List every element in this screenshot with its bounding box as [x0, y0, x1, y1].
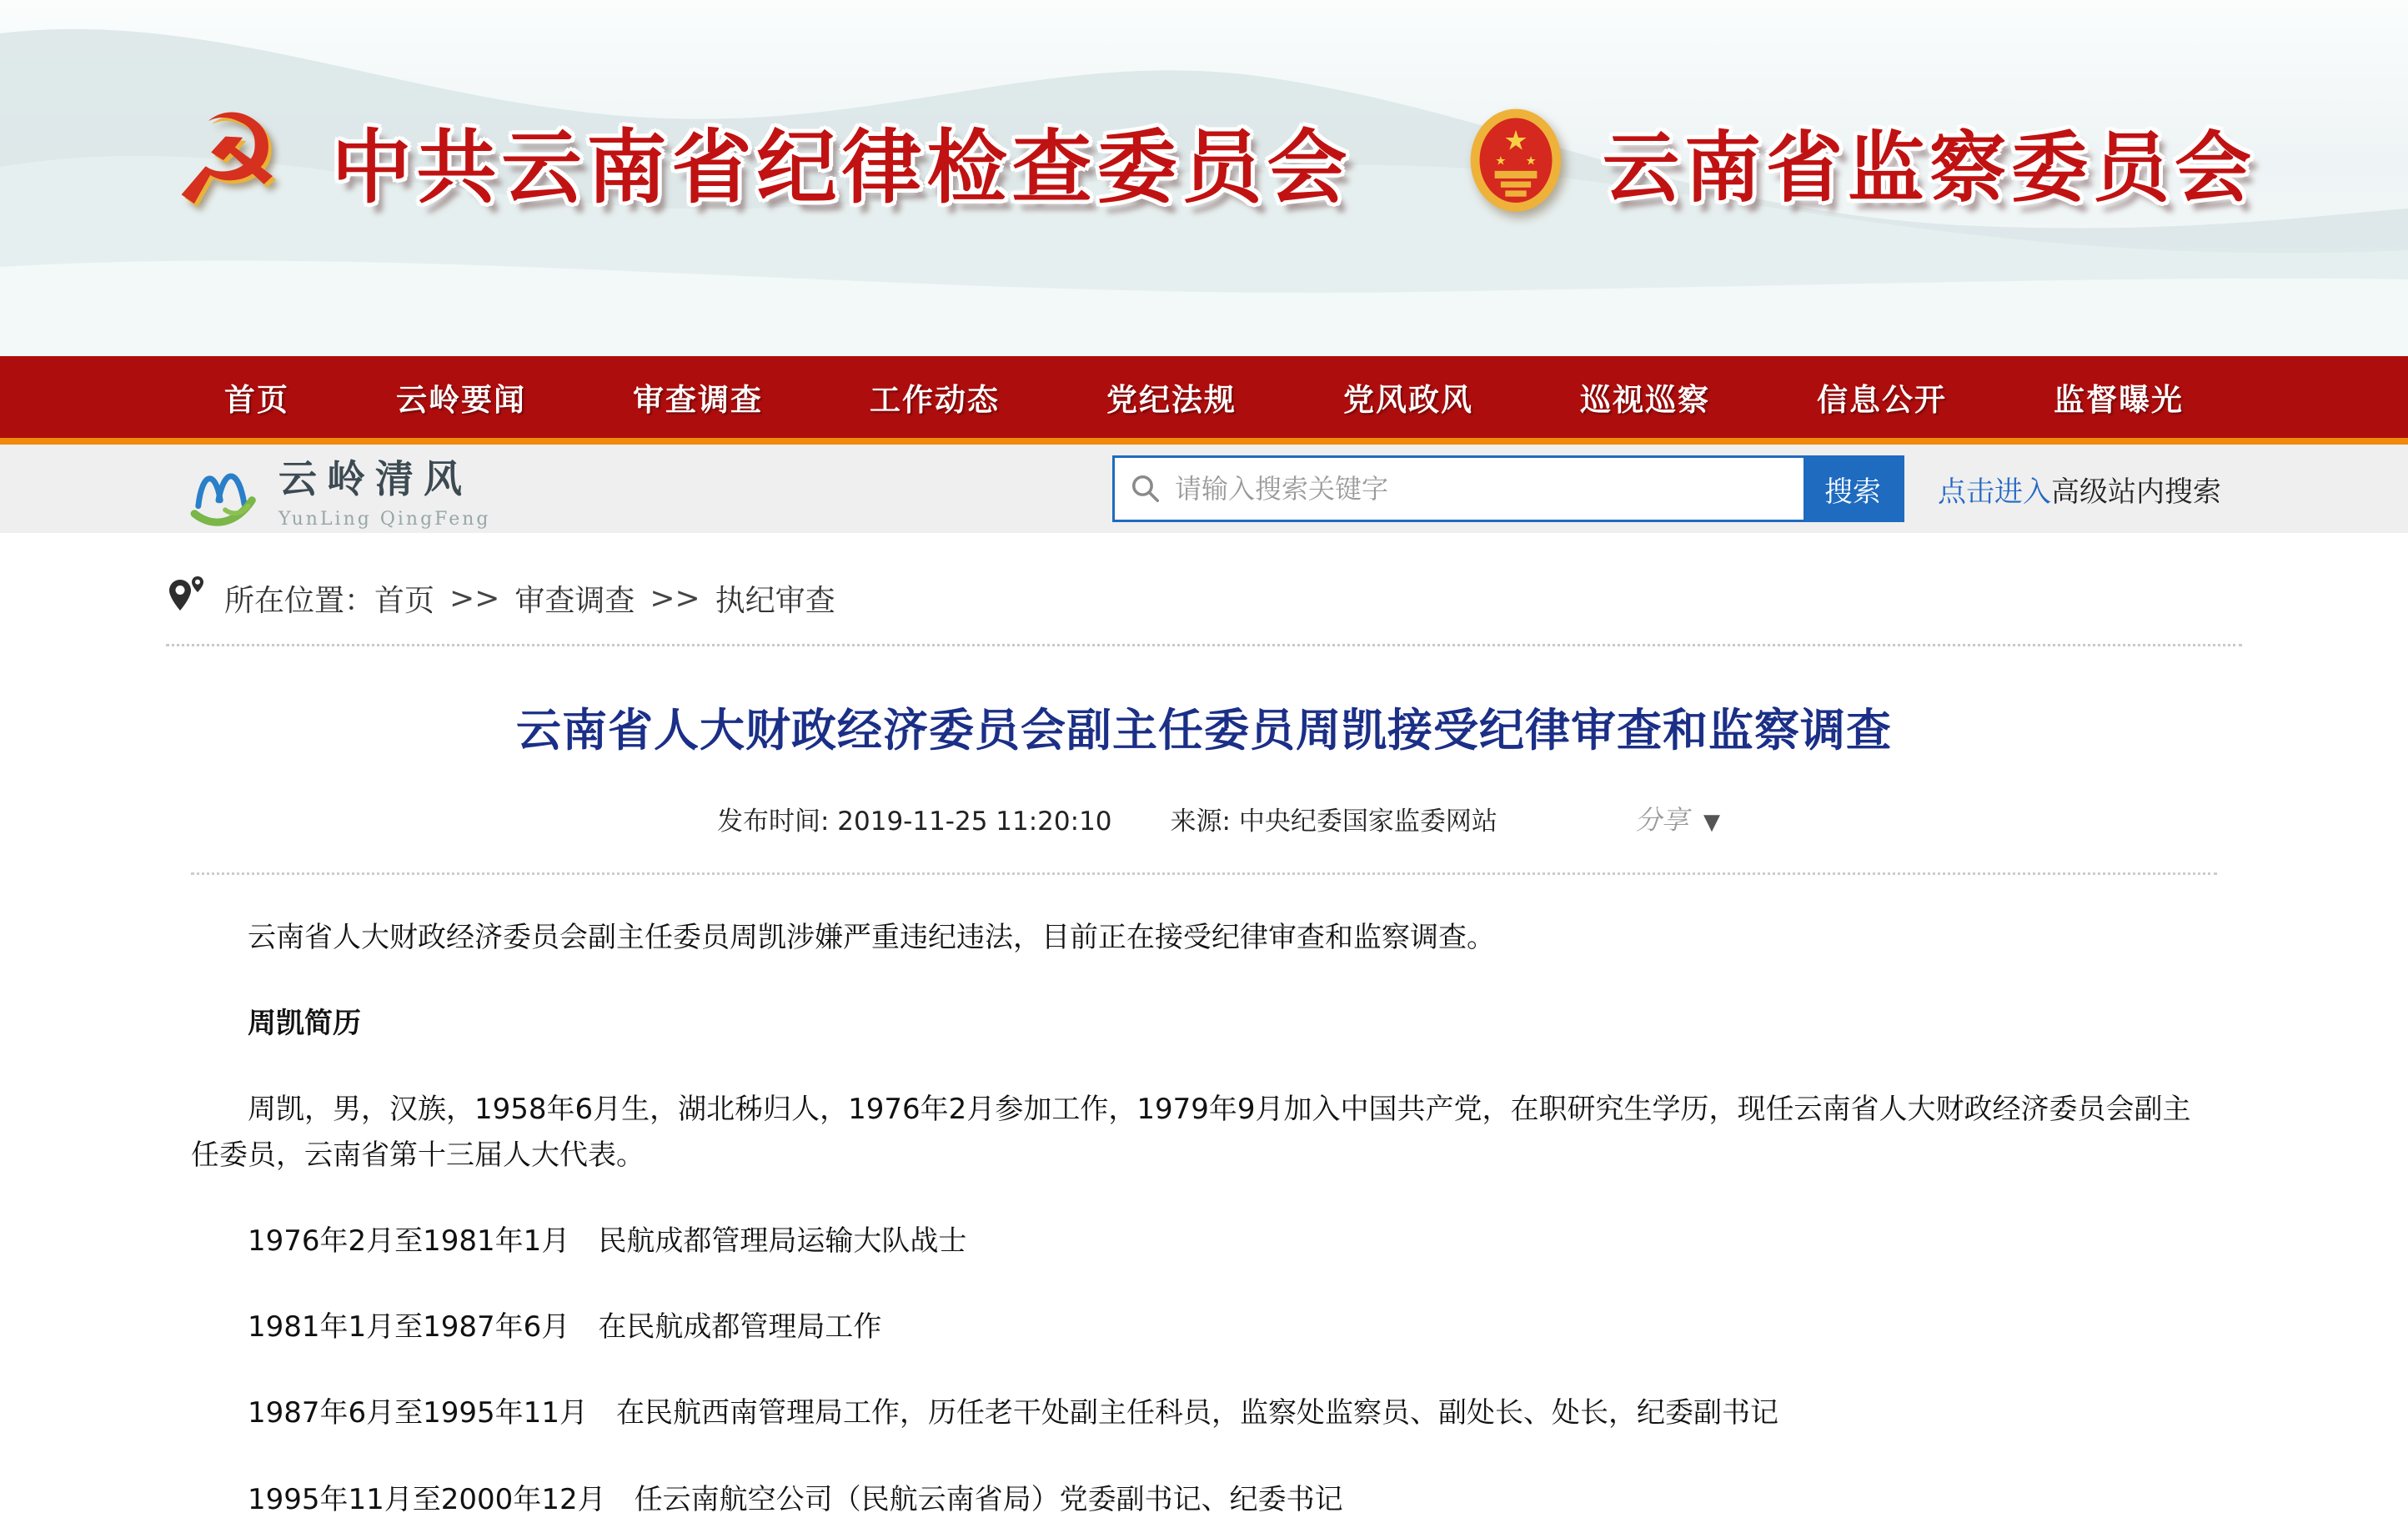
- nav-item-supervision-exposure[interactable]: 监督曝光: [2054, 382, 2184, 418]
- search-input[interactable]: [1161, 458, 1803, 520]
- national-emblem-icon: [1467, 107, 1564, 217]
- chevron-down-icon: ▼: [1703, 810, 1721, 835]
- banner-left-title: 中共云南省纪律检查委员会: [331, 120, 1352, 214]
- publish-time-label: 发布时间:: [716, 806, 830, 837]
- breadcrumb-separator: >>: [449, 581, 500, 616]
- brand-cdi: [171, 88, 1352, 234]
- svg-text:★: ★: [1495, 154, 1507, 168]
- share-button[interactable]: [1635, 799, 1720, 837]
- nav-item-home[interactable]: 首页: [224, 382, 289, 418]
- share-label: 分享: [1634, 804, 1688, 836]
- search-icon: [1115, 458, 1161, 520]
- header-banner: [0, 0, 2408, 356]
- main-nav: [0, 356, 2408, 445]
- meta-divider: [191, 872, 2217, 875]
- paragraph: 1987年6月至1995年11月 在民航西南管理局工作，历任老干处副主任科员，监察处监察员、副处长、处长，纪委副书记: [248, 1396, 1778, 1430]
- svg-text:★: ★: [1525, 154, 1537, 168]
- logo-chinese-text: 云岭清风: [278, 455, 472, 501]
- logo-mountain-icon: [187, 450, 263, 527]
- breadcrumb: [166, 533, 2242, 646]
- advanced-search-link[interactable]: 点击进入: [1938, 475, 2051, 509]
- nav-item-patrol-inspection[interactable]: 巡视巡察: [1580, 382, 1710, 418]
- breadcrumb-separator: >>: [650, 581, 700, 616]
- brand-supervisory: [1467, 107, 2256, 217]
- nav-item-info-disclosure[interactable]: 信息公开: [1817, 382, 1947, 418]
- search-row: [0, 445, 2408, 533]
- nav-item-review-investigation[interactable]: 审查调查: [633, 382, 763, 418]
- paragraph: 1995年11月至2000年12月 任云南航空公司（民航云南省局）党委副书记、纪委书记: [248, 1482, 1343, 1516]
- source-value: 中央纪委国家监委网站: [1238, 806, 1497, 837]
- article-body: [191, 915, 2217, 1523]
- paragraph: 1976年2月至1981年1月 民航成都管理局运输大队战士: [248, 1224, 967, 1259]
- search-button[interactable]: 搜索: [1803, 458, 1902, 520]
- nav-item-discipline-regulations[interactable]: 党纪法规: [1106, 382, 1237, 418]
- publish-time-value: 2019-11-25 11:20:10: [837, 806, 1112, 837]
- advanced-search-text: 高级站内搜索: [2051, 475, 2221, 509]
- breadcrumb-divider: [166, 644, 2242, 646]
- site-logo[interactable]: [187, 449, 491, 530]
- search-box: [1112, 455, 1904, 522]
- nav-item-work-dynamics[interactable]: 工作动态: [870, 382, 1000, 418]
- location-pin-icon: [166, 575, 206, 622]
- banner-right-title: 云南省监察委员会: [1603, 123, 2257, 213]
- resume-heading: 周凯简历: [248, 1007, 361, 1041]
- breadcrumb-link-home[interactable]: 首页: [374, 584, 435, 618]
- breadcrumb-label: 所在位置：: [224, 584, 375, 618]
- nav-item-yunling-news[interactable]: 云岭要闻: [396, 382, 526, 418]
- party-emblem-icon: ☭: [171, 88, 283, 234]
- paragraph: 1981年1月至1987年6月 在民航成都管理局工作: [248, 1310, 882, 1345]
- article-meta: [191, 799, 2217, 837]
- article-title: 云南省人大财政经济委员会副主任委员周凯接受纪律审查和监察调查: [516, 704, 1892, 756]
- nav-item-party-conduct[interactable]: 党风政风: [1343, 382, 1473, 418]
- svg-text:★: ★: [1503, 124, 1528, 157]
- source-label: 来源:: [1170, 806, 1231, 837]
- paragraph: 云南省人大财政经济委员会副主任委员周凯涉嫌严重违纪违法，目前正在接受纪律审查和监察调查。: [248, 921, 1495, 954]
- logo-english-text: YunLing QingFeng: [278, 508, 491, 530]
- paragraph: 周凯，男，汉族，1958年6月生，湖北秭归人，1976年2月参加工作，1979年9月加入中国共产党，在职研究生学历，现任云南省人大财政经济委员会副主任委员，云南省第十三届人大代表。: [191, 1093, 2191, 1173]
- breadcrumb-link-discipline-review[interactable]: 执纪审查: [715, 584, 835, 618]
- breadcrumb-link-investigation[interactable]: 审查调查: [514, 584, 635, 618]
- article: [191, 695, 2217, 1523]
